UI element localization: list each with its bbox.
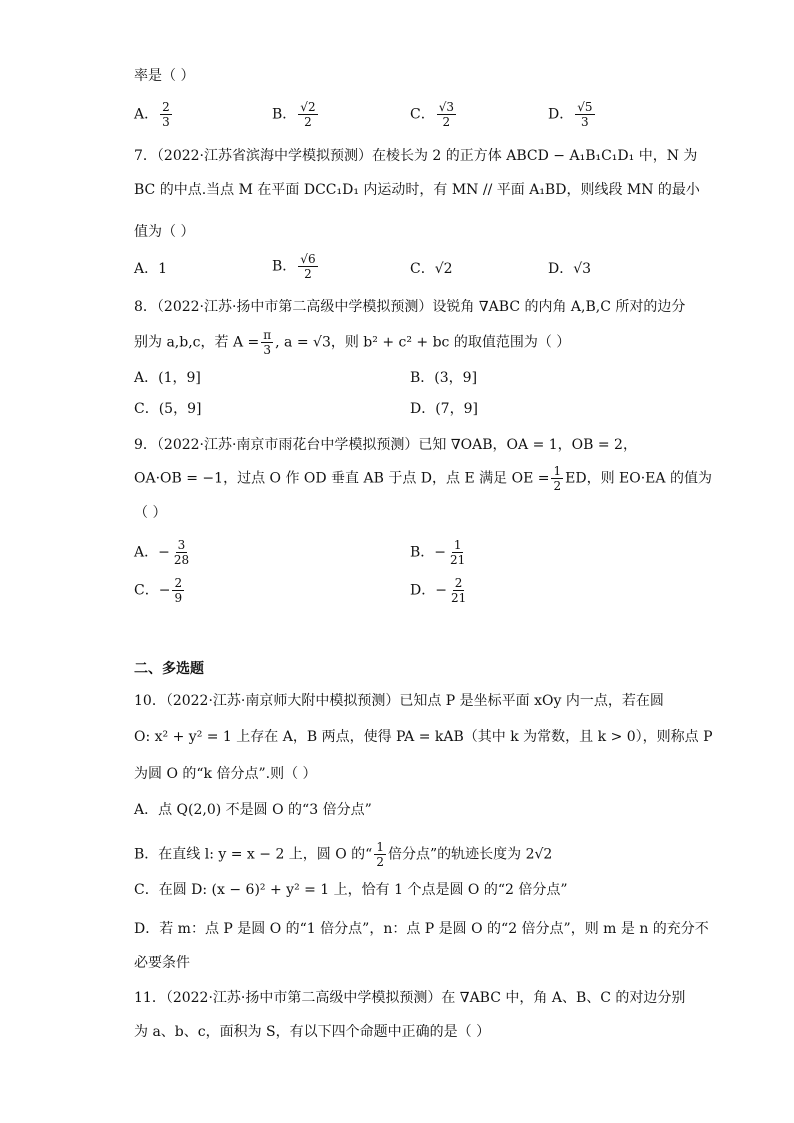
option-label: C．− xyxy=(134,582,171,599)
numerator: √3 xyxy=(438,100,454,114)
q10-option-c: C．在圆 D: (x − 6)² + y² = 1 上，恰有 1 个点是圆 O 的“2 倍分点” xyxy=(134,882,568,898)
option-label: D．− xyxy=(410,582,447,599)
q9-option-c xyxy=(134,576,186,605)
denominator: 3 xyxy=(263,343,272,357)
option-label: A． xyxy=(134,106,159,123)
denominator: 2 xyxy=(553,479,562,493)
fraction xyxy=(437,100,456,129)
fraction xyxy=(374,840,386,869)
q8-stem-line1: 8．（2022·江苏·扬中市第二高级中学模拟预测）设锐角 ∇ABC 的内角 A,B,C 所对的边分 xyxy=(134,299,686,315)
q9-stem-line1: 9．（2022·江苏·南京市雨花台中学模拟预测）已知 ∇OAB，OA = 1，OB = 2， xyxy=(134,437,637,453)
q6-option-d xyxy=(548,100,597,129)
q8-stem-line2 xyxy=(134,328,570,357)
q11-stem-line1: 11．（2022·江苏·扬中市第二高级中学模拟预测）在 ∇ABC 中，角 A、B、C 的对边分别 xyxy=(134,990,686,1006)
numerator: √2 xyxy=(300,100,316,114)
option-label: A．− xyxy=(134,544,170,561)
denominator: 9 xyxy=(174,591,183,605)
option-label: B． xyxy=(272,106,297,123)
denominator: 21 xyxy=(450,553,466,567)
q9-line2-pre: OA·OB = −1，过点 O 作 OD 垂直 AB 于点 D，点 E 满足 OE = xyxy=(134,470,550,487)
denominator: 2 xyxy=(442,115,451,129)
q8-option-a: A．(1，9] xyxy=(134,370,201,386)
fraction xyxy=(449,576,468,605)
fraction xyxy=(172,576,184,605)
fraction xyxy=(298,252,317,281)
q11-stem-line2: 为 a、b、c，面积为 S，有以下四个命题中正确的是（ ） xyxy=(134,1024,491,1040)
option-label: B．− xyxy=(410,544,447,561)
numerator: 2 xyxy=(174,576,183,590)
q8-option-c: C．(5，9] xyxy=(134,401,202,417)
q10-option-d-line1: D．若 m：点 P 是圆 O 的“1 倍分点”，n：点 P 是圆 O 的“2 倍分点”，则 m 是 n 的充分不 xyxy=(134,921,709,937)
q7-stem-line1: 7．（2022·江苏省滨海中学模拟预测）在棱长为 2 的正方体 ABCD − A₁B₁C₁D₁ 中，N 为 xyxy=(134,148,698,164)
q8-line2-post: , a = √3，则 b² + c² + bc 的取值范围为（ ） xyxy=(275,334,571,351)
q6-option-c xyxy=(410,100,458,129)
fraction xyxy=(575,100,594,129)
q9-option-a xyxy=(134,538,193,567)
denominator: 21 xyxy=(450,591,467,605)
numerator: 1 xyxy=(553,464,562,478)
denominator: 3 xyxy=(162,115,170,129)
q7-stem-line2: BC 的中点.当点 M 在平面 DCC₁D₁ 内运动时，有 MN // 平面 A₁BD，则线段 MN 的最小 xyxy=(134,182,700,198)
denominator: 2 xyxy=(304,115,312,129)
fraction xyxy=(261,328,273,357)
q10-option-a: A．点 Q(2,0) 不是圆 O 的“3 倍分点” xyxy=(134,802,372,818)
q9-line2-post: ED，则 EO·EA 的值为 xyxy=(565,470,712,487)
fraction xyxy=(172,538,191,567)
section-heading-multi-choice: 二、多选题 xyxy=(134,661,204,677)
option-label: C． xyxy=(410,106,435,123)
numerator: √5 xyxy=(577,100,593,114)
q9-option-b xyxy=(410,538,469,567)
q10-option-d-line2: 必要条件 xyxy=(134,955,190,971)
fraction xyxy=(160,100,172,129)
q6-option-a xyxy=(134,100,174,129)
q9-option-d xyxy=(410,576,470,605)
numerator: 1 xyxy=(376,840,384,854)
q8-line2-pre: 别为 a,b,c，若 A = xyxy=(134,334,260,351)
numerator: 2 xyxy=(454,576,463,590)
q9-stem-line3: （ ） xyxy=(134,505,167,521)
option-label: D． xyxy=(548,106,574,123)
q7-option-c: C．√2 xyxy=(410,261,453,277)
numerator: 1 xyxy=(453,538,462,552)
fraction xyxy=(448,538,467,567)
q7-stem-line3: 值为（ ） xyxy=(134,224,195,240)
q7-option-d: D．√3 xyxy=(548,261,592,277)
numerator: √6 xyxy=(300,252,316,266)
q6-tail: 率是（ ） xyxy=(134,68,195,84)
q10-stem-line2: O: x² + y² = 1 上存在 A，B 两点，使得 PA = kAB（其中 k 为常数，且 k > 0），则称点 P xyxy=(134,729,713,745)
q7-option-a: A．1 xyxy=(134,261,168,277)
fraction xyxy=(551,464,563,493)
fraction xyxy=(298,100,317,129)
numerator: 3 xyxy=(177,538,186,552)
q9-stem-line2 xyxy=(134,464,712,493)
q8-option-d: D．(7，9] xyxy=(410,401,478,417)
q10-stem-line3: 为圆 O 的“k 倍分点”.则（ ） xyxy=(134,766,317,782)
q6-option-b xyxy=(272,100,320,129)
q10-option-b xyxy=(134,840,552,869)
q7-option-b xyxy=(272,252,320,281)
q8-option-b: B．(3，9] xyxy=(410,370,478,386)
q10-optB-post: 倍分点”的轨迹长度为 2√2 xyxy=(387,846,553,863)
denominator: 2 xyxy=(304,267,312,281)
option-label: B． xyxy=(272,258,297,275)
denominator: 3 xyxy=(581,115,589,129)
denominator: 2 xyxy=(376,855,384,869)
q10-optB-pre: B．在直线 l: y = x − 2 上，圆 O 的“ xyxy=(134,846,373,863)
q10-stem-line1: 10．（2022·江苏·南京师大附中模拟预测）已知点 P 是坐标平面 xOy 内一点，若在圆 xyxy=(134,693,664,709)
denominator: 28 xyxy=(173,553,190,567)
numerator: π xyxy=(263,328,272,342)
numerator: 2 xyxy=(162,100,170,114)
